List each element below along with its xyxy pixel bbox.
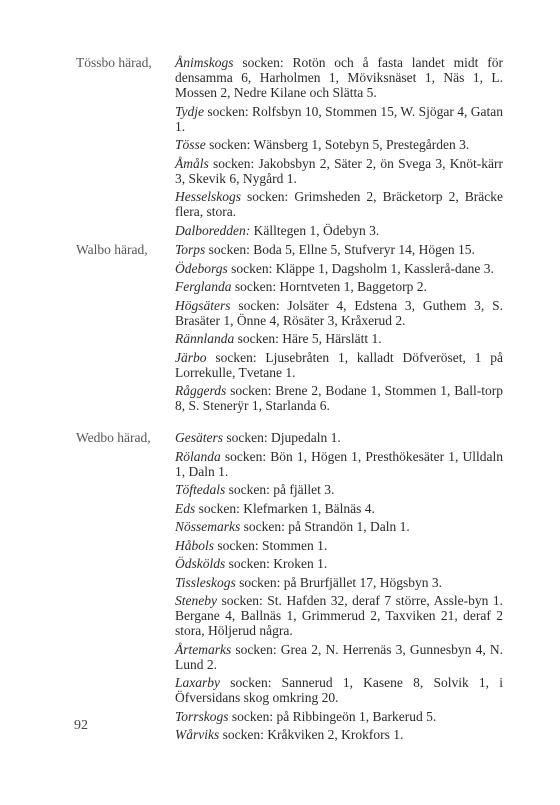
socken-details: socken: Kråkviken 2, Krokfors 1. [219,727,404,742]
socken-details: socken: Ljusebråten 1, kalladt Döfveröset, 1 på Lorrekulle, Tvetane 1. [175,349,503,380]
socken-details: socken: Bön 1, Högen 1, Presthökesäter 1, Ulldaln 1, Daln 1. [175,448,503,479]
socken-entry [175,331,503,346]
harad-label: Walbo härad, [76,242,148,257]
socken-details: socken: Häre 5, Härslätt 1. [234,331,382,346]
socken-entry [175,383,503,413]
socken-name: Rännlanda [175,331,235,346]
socken-details: socken: Stommen 1. [214,537,328,553]
socken-entry [175,137,503,152]
socken-entry [175,642,503,672]
socken-name: Laxarby [175,675,220,690]
socken-details: socken: Wänsberg 1, Sotebyn 5, Prestegården 3. [205,137,470,152]
socken-entry [175,727,503,742]
harad-label: Tössbo härad, [76,55,152,70]
socken-name: Ödeborgs [175,260,228,276]
socken-details: socken: Brene 2, Bodane 1, Stommen 1, Ball-torp 8, S. Stenerÿr 1, Starlanda 6. [175,383,503,413]
socken-entry [175,556,503,571]
socken-entry [175,279,503,294]
socken-name: Tissleskogs [175,574,236,590]
socken-entries [175,430,503,742]
socken-details: socken: Rotön och å fasta landet midt för densamma 6, Harholmen 1, Möviksnäset 1, Näs 1, L. Mossen 2, Nedre Kilane och Slätta 5. [175,55,503,100]
socken-entry [175,430,503,445]
socken-name: Tösse [175,137,206,152]
socken-details: socken: Horntveten 1, Baggetorp 2. [231,279,427,294]
socken-details: socken: Sannerud 1, Kasene 8, Solvik 1, i Öfversidans skog omkring 20. [175,675,503,705]
socken-name: Nössemarks [175,519,241,534]
socken-name: Åmåls [175,155,209,171]
socken-entry [175,223,503,238]
socken-entry [175,298,503,328]
socken-details: socken: Kläppe 1, Dagsholm 1, Kasslerå-dane 3. [227,260,494,276]
socken-details: socken: Rolfsbyn 10, Stommen 15, W. Sjögar 4, Gatan 1. [175,103,503,134]
socken-name: Järbo [175,349,207,365]
socken-entry [175,593,503,638]
socken-details: socken: Kroken 1. [225,556,328,571]
socken-name: Hesselskogs [175,189,241,204]
socken-entries [175,55,503,238]
socken-details: socken: på fjället 3. [225,482,335,497]
socken-entry [175,519,503,534]
socken-entry [175,156,503,186]
socken-entry [175,538,503,553]
socken-details: socken: på Strandön 1, Daln 1. [240,519,410,534]
socken-name: Torrskogs [175,708,229,724]
page-number: 92 [74,718,88,733]
socken-name: Rölanda [175,448,221,464]
socken-details: socken: på Ribbingeön 1, Barkerud 5. [228,708,437,724]
socken-details: socken: Jakobsbyn 2, Säter 2, ön Svega 3, Knöt-kärr 3, Skevik 6, Nygård 1. [175,155,503,186]
socken-name: Ånimskogs [175,55,234,70]
socken-name: Ödskölds [175,556,226,571]
socken-details: socken: Grimsheden 2, Bräcketorp 2, Bräcke flera, stora. [175,189,503,219]
socken-name: Wårviks [175,727,220,742]
socken-entries [175,242,503,413]
socken-name: Årtemarks [175,641,232,657]
socken-entry [175,575,503,590]
socken-entry [175,675,503,705]
socken-details: socken: Boda 5, Ellne 5, Stufveryr 14, Högen 15. [205,242,475,257]
socken-name: Eds [175,500,196,516]
socken-name: Håbols [175,537,215,553]
socken-entry [175,261,503,276]
socken-details: socken: Jolsäter 4, Edstena 3, Guthem 3, S. Brasäter 1, Önne 4, Rösäter 3, Kråxerud 2. [175,297,503,328]
socken-entry [175,242,503,257]
socken-entry [175,350,503,380]
socken-name: Högsäters [175,297,231,313]
socken-name: Töftedals [175,482,226,497]
socken-details: socken: Klefmarken 1, Bälnäs 4. [195,500,375,516]
socken-details: socken: på Brurfjället 17, Högsbyn 3. [235,574,442,590]
socken-entry [175,55,503,100]
socken-name: Råggerds [175,383,227,398]
socken-details: socken: Grea 2, N. Herrenäs 3, Gunnesbyn 4, N. Lund 2. [175,641,503,672]
socken-entry [175,501,503,516]
socken-details: Källtegen 1, Ödebyn 3. [250,222,380,238]
socken-name: Tydje [175,103,204,119]
socken-details: socken: St. Hafden 32, deraf 7 större, Assle-byn 1. Bergane 4, Ballnäs 1, Grimmerud 2, Taxviken 21, deraf 2 stora, Höljerud några. [175,593,503,638]
socken-entry [175,449,503,479]
socken-name: Ferglanda [175,279,232,294]
socken-details: socken: Djupedaln 1. [223,430,341,445]
socken-entry [175,189,503,219]
socken-name: Torps [175,242,206,257]
socken-name: Steneby [175,593,217,608]
harad-label: Wedbo härad, [76,430,151,445]
socken-name: Gesäters [175,430,223,445]
socken-entry [175,104,503,134]
socken-entry [175,482,503,497]
socken-entry [175,709,503,724]
socken-name: Dalboredden: [175,222,251,238]
